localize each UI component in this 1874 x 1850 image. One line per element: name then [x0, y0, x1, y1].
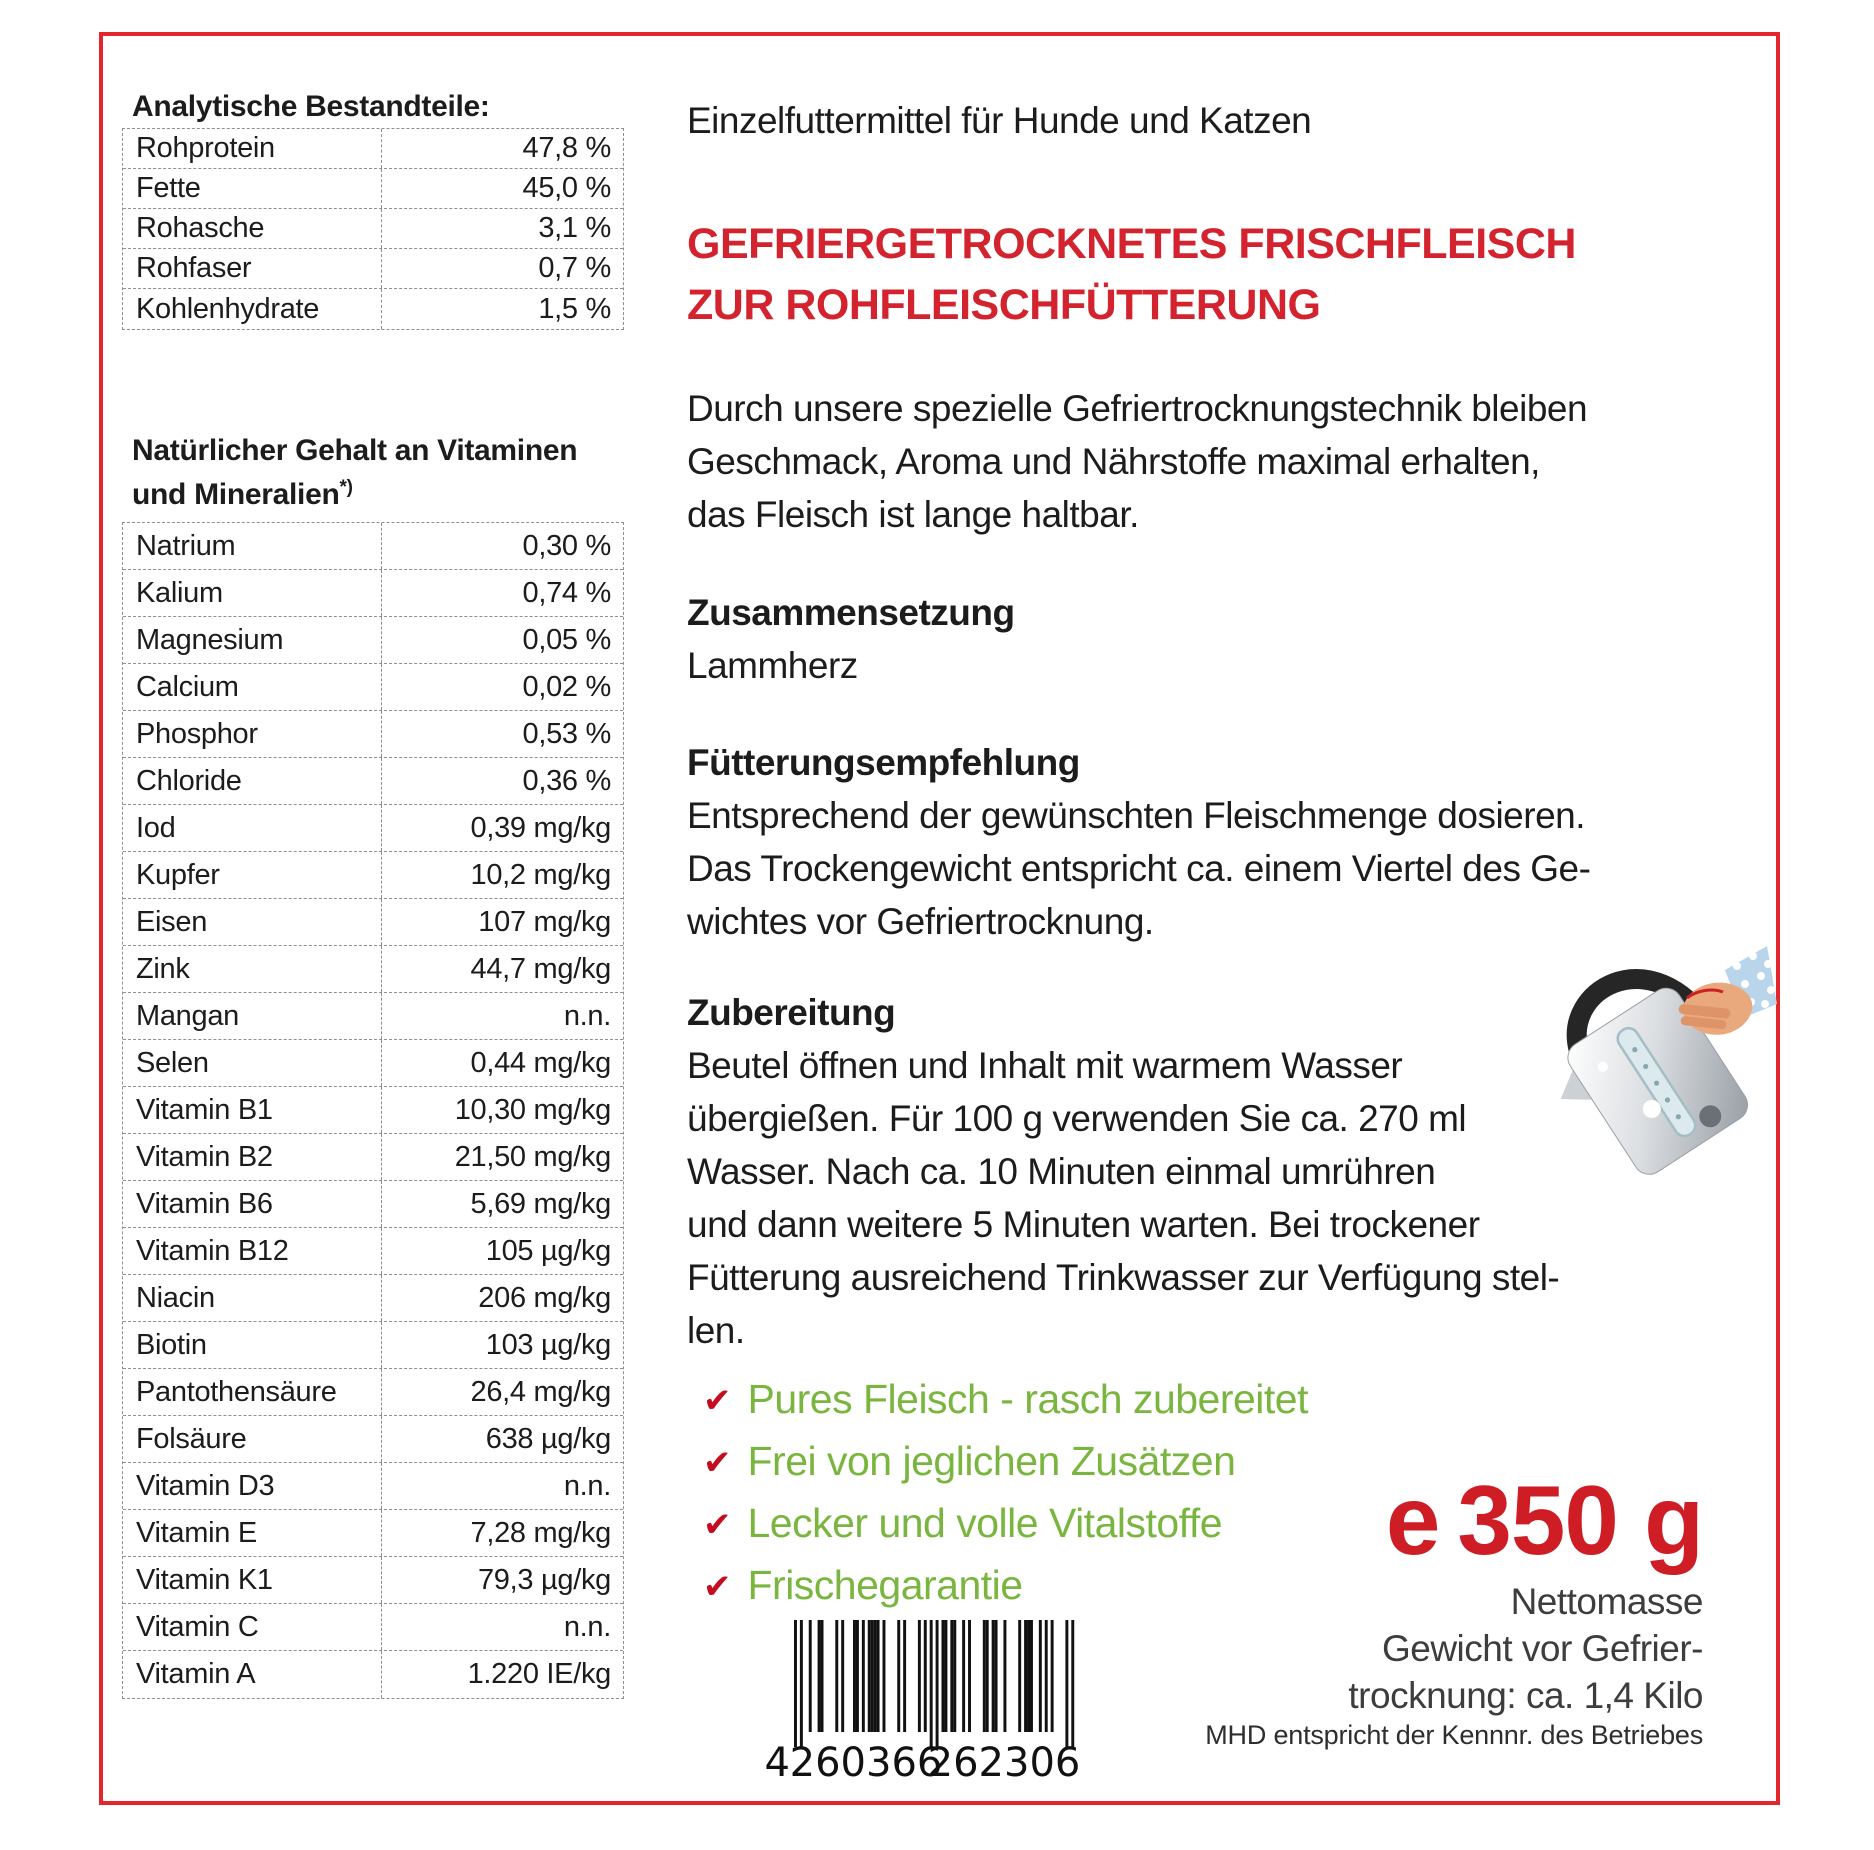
benefit-text: Frei von jeglichen Zusätzen	[747, 1437, 1236, 1484]
vitamin-name: Biotin	[136, 1328, 207, 1361]
vitamins-table-row	[123, 1181, 623, 1228]
vitamin-value: n.n.	[381, 1604, 623, 1650]
vitamins-table-row	[123, 1322, 623, 1369]
barcode-digit-group2: 260366	[789, 1740, 943, 1786]
composition-section	[687, 586, 1702, 692]
vitamin-value: 206 mg/kg	[381, 1275, 623, 1321]
benefit-text: Lecker und volle Vitalstoffe	[747, 1499, 1223, 1546]
vitamins-table-row	[123, 1604, 623, 1651]
feeding-heading: Fütterungsempfehlung	[687, 742, 1080, 783]
vitamin-value: 10,30 mg/kg	[381, 1087, 623, 1133]
vitamin-name: Vitamin B2	[136, 1140, 273, 1173]
vitamins-table-row	[123, 899, 623, 946]
vitamins-title-footnote-mark: *)	[339, 477, 353, 498]
vitamin-name: Vitamin K1	[136, 1563, 273, 1596]
benefit-text: Pures Fleisch - rasch zubereitet	[747, 1375, 1309, 1422]
vitamin-name: Vitamin C	[136, 1610, 259, 1643]
vitamins-table-row	[123, 1040, 623, 1087]
vitamins-table	[122, 522, 624, 1699]
vitamins-table-row	[123, 523, 623, 570]
barcode-digit-group1: 4	[764, 1740, 790, 1786]
vitamin-value: 105 µg/kg	[381, 1228, 623, 1274]
vitamins-table-row	[123, 1463, 623, 1510]
nutrient-name: Rohfaser	[136, 252, 252, 284]
nutrient-value: 45,0 %	[381, 169, 623, 208]
vitamin-name: Niacin	[136, 1281, 215, 1314]
vitamin-value: 21,50 mg/kg	[381, 1134, 623, 1180]
nutrient-value: 47,8 %	[381, 129, 623, 168]
ean-barcode	[762, 1616, 1092, 1786]
vitamins-table-row	[123, 805, 623, 852]
benefit-text: Frischegarantie	[747, 1561, 1023, 1608]
estimated-sign: e	[1385, 1465, 1440, 1575]
composition-heading: Zusammensetzung	[687, 592, 1015, 633]
vitamin-value: 0,44 mg/kg	[381, 1040, 623, 1086]
vitamin-name: Vitamin B1	[136, 1093, 273, 1126]
kettle-illustration	[1537, 946, 1777, 1176]
analytics-table	[122, 128, 624, 330]
vitamins-table-row	[123, 1228, 623, 1275]
vitamins-table-row	[123, 570, 623, 617]
nutrient-name: Kohlenhydrate	[136, 292, 320, 325]
check-icon	[703, 1567, 732, 1607]
vitamins-table-row	[123, 1275, 623, 1322]
nutrient-value: 0,7 %	[381, 249, 623, 288]
vitamin-value: n.n.	[381, 993, 623, 1039]
vitamin-name: Pantothensäure	[136, 1375, 337, 1408]
vitamin-value: 0,53 %	[381, 711, 623, 757]
feeding-text: Entsprechend der gewünschten Fleischmenge dosieren. Das Trockengewicht entspricht ca. einem Viertel des Ge- wichtes vor Gefriertrocknung.	[687, 795, 1591, 942]
vitamin-value: 0,39 mg/kg	[381, 805, 623, 851]
vitamins-title	[132, 432, 577, 513]
analytics-table-row	[123, 129, 623, 169]
vitamins-table-row	[123, 1557, 623, 1604]
vitamin-name: Vitamin E	[136, 1516, 257, 1549]
nutrient-value: 3,1 %	[381, 209, 623, 248]
hand-with-sleeve	[1678, 946, 1777, 1035]
product-description: Durch unsere spezielle Gefriertrocknungstechnik bleiben Geschmack, Aroma und Nährstoffe maximal erhalten, das Fleisch ist lange haltbar.	[687, 388, 1588, 535]
vitamins-table-row	[123, 993, 623, 1040]
barcode-bars	[794, 1620, 1074, 1747]
nutrient-name: Rohasche	[136, 212, 265, 244]
nutrient-name: Rohprotein	[136, 132, 275, 164]
vitamin-name: Mangan	[136, 999, 239, 1032]
check-icon	[703, 1505, 732, 1545]
vitamins-table-row	[123, 664, 623, 711]
vitamins-table-row	[123, 1651, 623, 1698]
nutrient-value: 1,5 %	[381, 289, 623, 329]
vitamins-table-row	[123, 1416, 623, 1463]
vitamin-name: Zink	[136, 952, 190, 985]
vitamin-name: Kupfer	[136, 858, 220, 891]
vitamin-name: Iod	[136, 811, 176, 844]
vitamin-value: 0,05 %	[381, 617, 623, 663]
vitamin-value: 5,69 mg/kg	[381, 1181, 623, 1227]
product-title: GEFRIERGETROCKNETES FRISCHFLEISCH ZUR ROHFLEISCHFÜTTERUNG	[687, 220, 1576, 329]
net-weight-amount: 350 g	[1457, 1465, 1703, 1575]
vitamin-value: 7,28 mg/kg	[381, 1510, 623, 1556]
vitamin-name: Phosphor	[136, 717, 258, 750]
vitamin-name: Magnesium	[136, 623, 284, 656]
vitamins-title-line2: und Mineralien	[132, 478, 340, 511]
barcode-digit-group3: 262306	[927, 1740, 1081, 1786]
vitamin-value: 638 µg/kg	[381, 1416, 623, 1462]
vitamin-name: Chloride	[136, 764, 242, 797]
vitamin-value: 1.220 IE/kg	[381, 1651, 623, 1698]
vitamin-value: 107 mg/kg	[381, 899, 623, 945]
vitamin-name: Eisen	[136, 905, 208, 938]
vitamin-name: Vitamin A	[136, 1658, 256, 1690]
vitamins-table-row	[123, 1369, 623, 1416]
vitamin-name: Calcium	[136, 670, 239, 703]
preparation-section	[687, 986, 1667, 1357]
composition-value: Lammherz	[687, 645, 858, 686]
analytics-title: Analytische Bestandteile:	[132, 90, 490, 123]
mhd-note: MHD entspricht der Kennnr. des Betriebes	[1205, 1720, 1703, 1750]
vitamin-value: 103 µg/kg	[381, 1322, 623, 1368]
vitamin-name: Kalium	[136, 576, 223, 609]
analytics-table-row	[123, 249, 623, 289]
vitamin-name: Natrium	[136, 529, 236, 562]
analytics-table-row	[123, 209, 623, 249]
vitamin-value: 0,30 %	[381, 523, 623, 569]
vitamin-value: 26,4 mg/kg	[381, 1369, 623, 1415]
analytics-table-row	[123, 169, 623, 209]
vitamin-name: Vitamin B6	[136, 1187, 273, 1220]
benefit-item	[703, 1368, 1308, 1430]
label-border-frame	[99, 32, 1780, 1805]
vitamin-value: 0,02 %	[381, 664, 623, 710]
vitamins-table-row	[123, 852, 623, 899]
vitamin-name: Vitamin B12	[136, 1234, 289, 1267]
net-weight	[1203, 1464, 1703, 1577]
vitamins-title-line1: Natürlicher Gehalt an Vitaminen	[132, 434, 578, 467]
vitamin-value: 0,74 %	[381, 570, 623, 616]
vitamins-table-row	[123, 711, 623, 758]
vitamins-table-row	[123, 758, 623, 805]
nutrient-name: Fette	[136, 172, 201, 204]
vitamins-table-row	[123, 1510, 623, 1557]
vitamin-value: 10,2 mg/kg	[381, 852, 623, 898]
vitamins-table-row	[123, 1087, 623, 1134]
vitamins-table-row	[123, 946, 623, 993]
analytics-table-row	[123, 289, 623, 329]
vitamin-value: 44,7 mg/kg	[381, 946, 623, 992]
product-category-line: Einzelfuttermittel für Hunde und Katzen	[687, 100, 1312, 141]
vitamin-name: Folsäure	[136, 1422, 247, 1455]
vitamin-name: Selen	[136, 1046, 209, 1079]
vitamin-value: n.n.	[381, 1463, 623, 1509]
vitamins-table-row	[123, 1134, 623, 1181]
vitamin-name: Vitamin D3	[136, 1469, 275, 1502]
vitamin-value: 0,36 %	[381, 758, 623, 804]
feeding-section	[687, 736, 1702, 948]
net-weight-details: Nettomasse Gewicht vor Gefrier- trocknung: ca. 1,4 Kilo	[1348, 1581, 1703, 1716]
vitamins-table-row	[123, 617, 623, 664]
preparation-heading: Zubereitung	[687, 992, 896, 1033]
check-icon	[703, 1381, 732, 1421]
vitamin-value: 79,3 µg/kg	[381, 1557, 623, 1603]
check-icon	[703, 1443, 732, 1483]
preparation-text: Beutel öffnen und Inhalt mit warmem Wasser übergießen. Für 100 g verwenden Sie ca. 270 ml Wasser. Nach ca. 10 Minuten einmal umrühren und dann weitere 5 Minuten warten. Bei trockener Fütterung ausreichend Trinkwasser zur Verfügung stel- len.	[687, 1045, 1560, 1351]
